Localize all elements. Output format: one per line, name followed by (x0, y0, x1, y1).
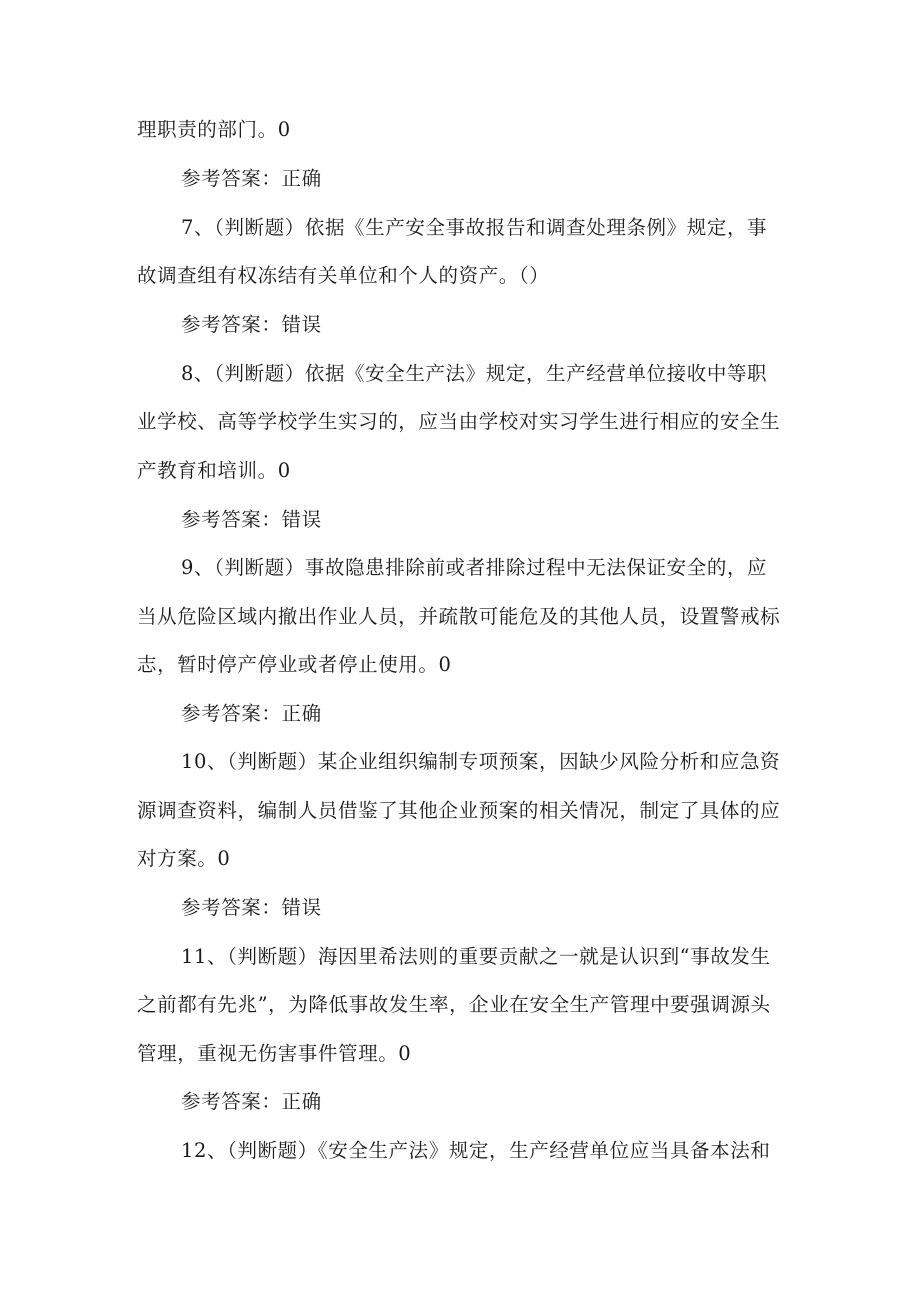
question-10-text-line-1: 10、（判断题）某企业组织编制专项预案，因缺少风险分析和应急资 (181, 750, 781, 773)
question-11-text-line-1: 11、（判断题）海因里希法则的重要贡献之一就是认识到“事故发生 (181, 945, 771, 968)
answer-9: 参考答案：正确 (181, 702, 322, 725)
question-8-text-line-3: 产教育和培训。0 (137, 459, 291, 482)
question-7-text-line-2: 故调查组有权冻结有关单位和个人的资产。（） (137, 264, 550, 287)
question-12-text-line-1: 12、（判断题）《安全生产法》规定，生产经营单位应当具备本法和 (181, 1139, 771, 1162)
question-6-text-line-3: 理职责的部门。0 (137, 118, 291, 141)
answer-7: 参考答案：错误 (181, 313, 322, 336)
question-9-text-line-3: 志，暂时停产停业或者停止使用。0 (137, 653, 452, 676)
answer-10: 参考答案：错误 (181, 896, 322, 919)
question-9-text-line-1: 9、（判断题）事故隐患排除前或者排除过程中无法保证安全的，应 (181, 556, 768, 579)
question-11-text-line-2: 之前都有先兆”，为降低事故发生率，企业在安全生产管理中要强调源头 (137, 993, 771, 1016)
question-10-text-line-2: 源调查资料，编制人员借鉴了其他企业预案的相关情况，制定了具体的应 (137, 799, 781, 822)
answer-6: 参考答案：正确 (181, 167, 322, 190)
question-10-text-line-3: 对方案。0 (137, 847, 231, 870)
question-11-text-line-3: 管理，重视无伤害事件管理。0 (137, 1042, 412, 1065)
answer-8: 参考答案：错误 (181, 508, 322, 531)
answer-11: 参考答案：正确 (181, 1090, 322, 1113)
question-8-text-line-2: 业学校、高等学校学生实习的，应当由学校对实习学生进行相应的安全生 (137, 410, 781, 433)
question-8-text-line-1: 8、（判断题）依据《安全生产法》规定，生产经营单位接收中等职 (181, 362, 768, 385)
question-9-text-line-2: 当从危险区域内撤出作业人员，并疏散可能危及的其他人员，设置警戒标 (137, 605, 781, 628)
question-7-text-line-1: 7、（判断题）依据《生产安全事故报告和调查处理条例》规定，事 (181, 216, 768, 239)
